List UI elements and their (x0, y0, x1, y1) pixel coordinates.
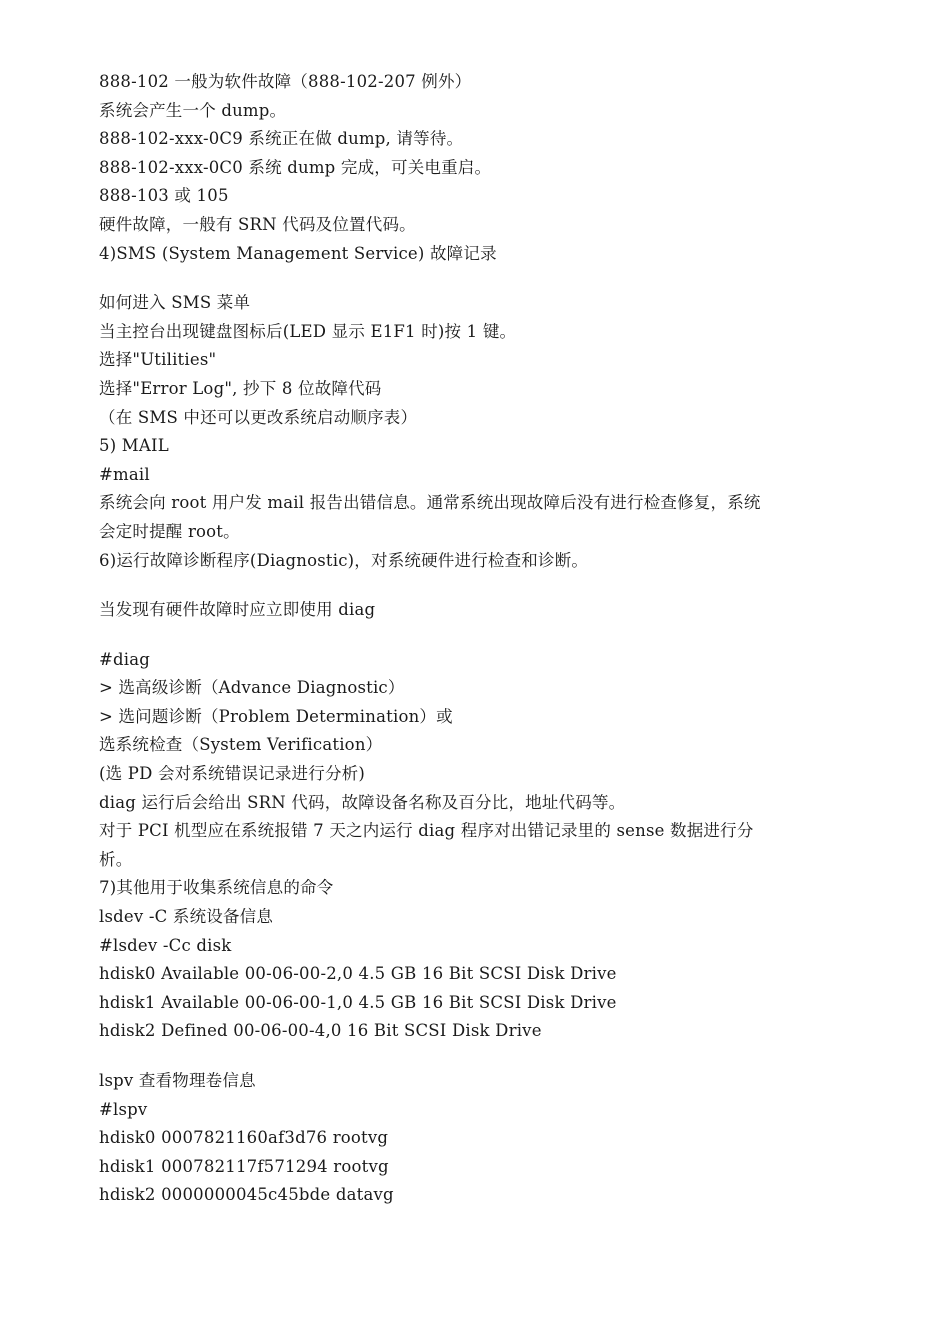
blank-line (99, 1046, 859, 1067)
text-line: > 选高级诊断（Advance Diagnostic） (99, 678, 405, 698)
text-line: 对于 PCI 机型应在系统报错 7 天之内运行 diag 程序对出错记录里的 sense 数据进行分 (99, 821, 754, 841)
output-line: hdisk1 Available 00-06-00-1,0 4.5 GB 16 Bit SCSI Disk Drive (99, 992, 617, 1012)
output-line: hdisk2 0000000045c45bde datavg (99, 1185, 394, 1205)
text-line: 系统会产生一个 dump。 (99, 100, 287, 120)
text-line: 硬件故障，一般有 SRN 代码及位置代码。 (99, 214, 416, 234)
blank-line (99, 575, 859, 596)
text-line: 选系统检查（System Verification） (99, 735, 383, 755)
output-line: hdisk0 0007821160af3d76 rootvg (99, 1128, 389, 1148)
text-line: 当发现有硬件故障时应立即使用 diag (99, 600, 376, 620)
text-line: > 选问题诊断（Problem Determination）或 (99, 706, 453, 726)
text-line: 888-102 一般为软件故障（888-102-207 例外） (99, 72, 472, 91)
blank-line (99, 625, 859, 646)
text-line: lspv 查看物理卷信息 (99, 1071, 256, 1090)
text-line: 析。 (99, 849, 133, 869)
command-line: #diag (99, 649, 151, 669)
section-heading: 5) MAIL (99, 436, 169, 456)
blank-line (99, 268, 859, 289)
text-line: 当主控台出现键盘图标后(LED 显示 E1F1 时)按 1 键。 (99, 321, 517, 341)
text-line: 如何进入 SMS 菜单 (99, 293, 251, 313)
text-line: lsdev -C 系统设备信息 (99, 907, 274, 927)
output-line: hdisk0 Available 00-06-00-2,0 4.5 GB 16 Bit SCSI Disk Drive (99, 964, 617, 984)
section-heading: 4)SMS (System Management Service) 故障记录 (99, 243, 497, 263)
command-line: #lsdev -Cc disk (99, 935, 232, 955)
text-line: 选择"Error Log", 抄下 8 位故障代码 (99, 378, 382, 398)
text-line: 会定时提醒 root。 (99, 521, 240, 541)
text-line: （在 SMS 中还可以更改系统启动顺序表） (99, 407, 418, 427)
command-line: #mail (99, 464, 150, 484)
command-line: #lspv (99, 1099, 148, 1119)
document-body (99, 68, 859, 1210)
section-heading: 6)运行故障诊断程序(Diagnostic)，对系统硬件进行检查和诊断。 (99, 550, 589, 570)
output-line: hdisk1 000782117f571294 rootvg (99, 1156, 389, 1176)
text-line: 888-102-xxx-0C9 系统正在做 dump, 请等待。 (99, 129, 464, 149)
text-line: 系统会向 root 用户发 mail 报告出错信息。通常系统出现故障后没有进行检查修复，系统 (99, 493, 761, 513)
text-line: (选 PD 会对系统错误记录进行分析) (99, 764, 365, 784)
output-line: hdisk2 Defined 00-06-00-4,0 16 Bit SCSI Disk Drive (99, 1021, 542, 1041)
text-line: 888-102-xxx-0C0 系统 dump 完成，可关电重启。 (99, 157, 492, 177)
text-line: 选择"Utilities" (99, 350, 217, 370)
text-line: diag 运行后会给出 SRN 代码，故障设备名称及百分比，地址代码等。 (99, 792, 626, 812)
section-heading: 7)其他用于收集系统信息的命令 (99, 878, 334, 898)
text-line: 888-103 或 105 (99, 186, 229, 206)
